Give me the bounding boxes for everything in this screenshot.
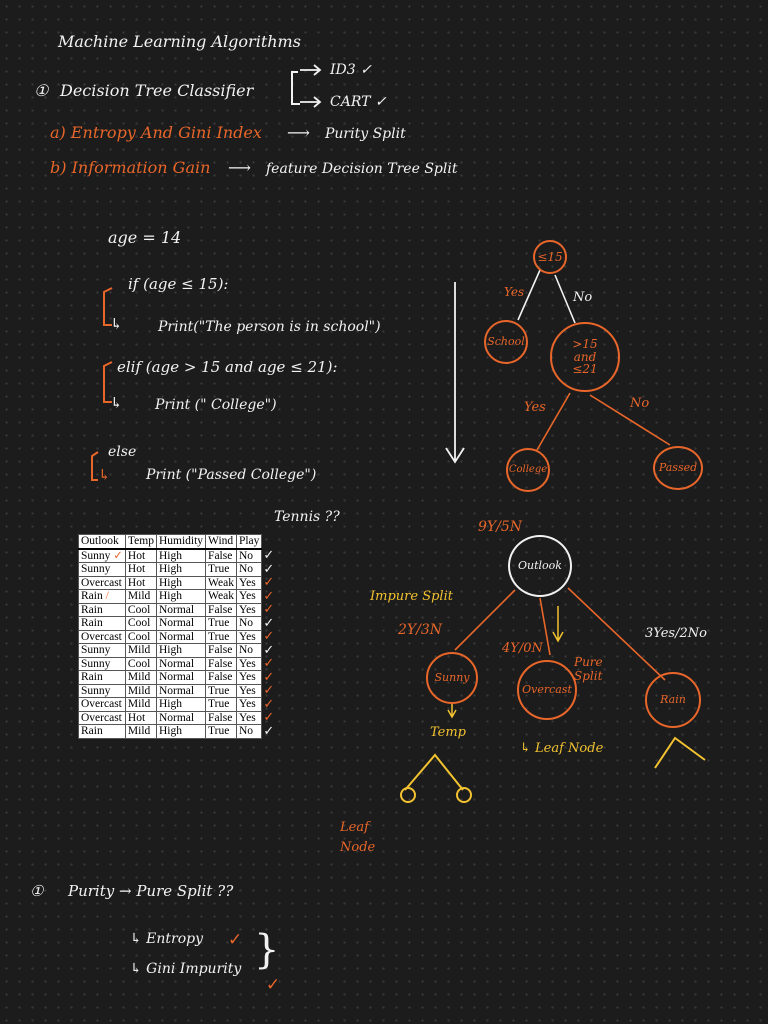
table-cell: Overcast — [79, 711, 126, 725]
pure-split-label: Pure Split — [574, 655, 603, 684]
table-cell: Yes — [236, 711, 261, 725]
table-cell: Yes — [236, 684, 261, 698]
sunny-node — [426, 652, 478, 704]
tree1-passed-node — [653, 446, 703, 490]
table-row — [79, 725, 262, 739]
play-check-icon: ✓ — [263, 696, 275, 712]
play-check-icon: ✓ — [263, 642, 275, 658]
table-cell: Yes — [236, 590, 261, 604]
table-cell — [79, 549, 126, 563]
item-b-result: feature Decision Tree Split — [266, 161, 458, 177]
cell-text: Rain — [81, 590, 103, 602]
check-icon: ✓ — [110, 549, 123, 562]
table-row — [79, 603, 262, 617]
branch-id3: ID3 ✓ — [330, 62, 372, 78]
tree1-school-node — [484, 320, 528, 364]
sunny-label: Sunny — [434, 671, 470, 685]
gini-check-icon: ✓ — [266, 975, 281, 995]
item-a-arrow: ⟶ — [287, 123, 310, 142]
table-cell: Yes — [236, 630, 261, 644]
bottom-purity: Purity → Pure Split ?? — [68, 882, 234, 900]
table-cell: Normal — [156, 630, 205, 644]
table-cell: Overcast — [79, 576, 126, 590]
tree1-school-label: School — [487, 335, 525, 349]
table-cell: True — [206, 617, 237, 631]
play-check-icon: ✓ — [263, 656, 275, 671]
table-cell: Sunny — [79, 684, 126, 698]
tree1-yes-label: Yes — [504, 285, 525, 299]
section-heading: Decision Tree Classifier — [60, 81, 254, 100]
bottom-gini: ↳ Gini Impurity — [130, 961, 242, 977]
table-cell: Yes — [236, 603, 261, 617]
play-tennis-table — [78, 534, 262, 739]
table-row — [79, 590, 262, 604]
table-cell: Cool — [125, 657, 156, 671]
table-cell: Cool — [125, 630, 156, 644]
table-cell: Hot — [125, 711, 156, 725]
play-check-icon: ✓ — [263, 602, 275, 617]
root-count-label: 9Y/5N — [478, 519, 523, 535]
bottom-number: ① — [30, 882, 44, 900]
bottom-entropy: ↳ Entropy — [130, 931, 204, 947]
table-cell: True — [206, 725, 237, 739]
table-cell: Mild — [125, 590, 156, 604]
play-check-icon: ✓ — [263, 669, 275, 685]
table-cell: False — [206, 671, 237, 685]
table-cell: True — [206, 684, 237, 698]
table-cell: False — [206, 644, 237, 658]
table-row — [79, 698, 262, 712]
tree1-mid-node — [550, 322, 620, 392]
table-cell: False — [206, 711, 237, 725]
rain-node — [645, 672, 701, 728]
outlook-node — [508, 535, 572, 597]
impure-split-label: Impure Split — [370, 589, 453, 604]
table-cell: Normal — [156, 711, 205, 725]
entropy-check-icon: ✓ — [228, 930, 243, 950]
table-cell: Sunny — [79, 644, 126, 658]
overcast-leaf-label: ↳ Leaf Node — [520, 741, 604, 756]
table-cell: Rain — [79, 671, 126, 685]
table-cell: Normal — [156, 684, 205, 698]
item-a-result: Purity Split — [325, 126, 406, 142]
bottom-brace: } — [254, 927, 280, 973]
rain-label: Rain — [660, 693, 686, 707]
code-else-arrow: ↳ — [98, 466, 111, 484]
table-cell: High — [156, 576, 205, 590]
play-check-icon: ✓ — [263, 615, 275, 631]
tree1-root-node — [533, 240, 567, 274]
play-check-icon: ✓ — [263, 561, 275, 577]
table-row — [79, 630, 262, 644]
tree1-mid-label: >15 and ≤21 — [572, 337, 598, 377]
table-cell: False — [206, 603, 237, 617]
table-cell: High — [156, 563, 205, 577]
table-row — [79, 671, 262, 685]
table-cell: Sunny — [79, 657, 126, 671]
code-elif-arrow: ↳ — [110, 394, 123, 412]
item-b-arrow: ⟶ — [228, 158, 251, 177]
tree1-college-node — [506, 448, 550, 492]
code-elif: elif (age > 15 and age ≤ 21): — [117, 358, 338, 376]
code-age: age = 14 — [108, 228, 182, 247]
tick-mark-icon: / — [102, 590, 109, 602]
table-cell: Sunny — [79, 563, 126, 577]
table-cell: Normal — [156, 617, 205, 631]
table-cell: No — [236, 644, 261, 658]
col-humidity: Humidity — [156, 535, 205, 549]
table-row — [79, 617, 262, 631]
table-cell: Weak — [206, 576, 237, 590]
outlook-label: Outlook — [518, 559, 562, 573]
play-check-icon: ✓ — [263, 588, 275, 604]
play-check-icon: ✓ — [263, 575, 275, 590]
cell-text: Sunny — [81, 549, 111, 562]
play-check-icon: ✓ — [263, 710, 275, 725]
code-if: if (age ≤ 15): — [128, 275, 229, 293]
col-temp: Temp — [125, 535, 156, 549]
play-check-icon: ✓ — [263, 683, 275, 698]
overcast-count-label: 4Y/0N — [502, 641, 543, 656]
section-number: ① — [34, 81, 49, 100]
code-elif-body: Print (" College") — [155, 397, 277, 413]
table-cell: Rain — [79, 725, 126, 739]
table-cell: Mild — [125, 698, 156, 712]
overcast-node — [517, 660, 577, 720]
table-cell: True — [206, 563, 237, 577]
branch-cart: CART ✓ — [330, 94, 387, 110]
tree1-passed-label: Passed — [658, 461, 698, 475]
item-b-label: b) Information Gain — [50, 158, 211, 177]
table-cell: Rain — [79, 617, 126, 631]
overcast-label: Overcast — [522, 683, 572, 697]
table-header-row — [79, 535, 262, 549]
table-cell: No — [236, 549, 261, 563]
table-cell: Hot — [125, 563, 156, 577]
play-check-icon: ✓ — [263, 723, 275, 739]
table-row — [79, 563, 262, 577]
sunny-count-label: 2Y/3N — [398, 622, 443, 638]
table-cell: Normal — [156, 657, 205, 671]
table-cell: Mild — [125, 725, 156, 739]
table-row — [79, 684, 262, 698]
leaf-node-label: Leaf Node — [340, 820, 376, 855]
rain-count-label: 3Yes/2No — [645, 626, 707, 641]
table-cell: Rain — [79, 603, 126, 617]
table-row — [79, 549, 262, 563]
table-row — [79, 657, 262, 671]
table-cell: Cool — [125, 617, 156, 631]
col-outlook: Outlook — [79, 535, 126, 549]
table-cell: Hot — [125, 549, 156, 563]
table-cell: Overcast — [79, 698, 126, 712]
code-if-body: Print("The person is in school") — [158, 319, 381, 335]
tree1-no2-label: No — [630, 396, 650, 411]
code-else-body: Print ("Passed College") — [146, 467, 317, 483]
table-cell: False — [206, 657, 237, 671]
item-a-label: a) Entropy And Gini Index — [50, 123, 262, 142]
tree1-root-label: ≤15 — [537, 249, 563, 264]
table-cell: Overcast — [79, 630, 126, 644]
table-row — [79, 644, 262, 658]
table-cell: No — [236, 563, 261, 577]
tree1-college-label: College — [508, 463, 548, 475]
table-cell: Yes — [236, 671, 261, 685]
table-cell: Yes — [236, 698, 261, 712]
table-cell: False — [206, 549, 237, 563]
col-wind: Wind — [206, 535, 237, 549]
code-if-arrow: ↳ — [110, 315, 123, 333]
table-cell: Hot — [125, 576, 156, 590]
tennis-label: Tennis ?? — [274, 509, 340, 525]
table-cell: Normal — [156, 603, 205, 617]
page-title: Machine Learning Algorithms — [58, 32, 301, 51]
table-cell: No — [236, 725, 261, 739]
col-play: Play — [236, 535, 261, 549]
play-check-icon: ✓ — [263, 629, 275, 644]
table-cell — [79, 590, 126, 604]
table-cell: Mild — [125, 644, 156, 658]
table-row — [79, 576, 262, 590]
play-check-icon: ✓ — [263, 547, 275, 563]
table-cell: High — [156, 644, 205, 658]
table-cell: Cool — [125, 603, 156, 617]
table-cell: High — [156, 590, 205, 604]
table-cell: High — [156, 698, 205, 712]
table-cell: Mild — [125, 671, 156, 685]
temp-label: Temp — [430, 725, 467, 740]
table-cell: Weak — [206, 590, 237, 604]
table-cell: High — [156, 725, 205, 739]
table-cell: Mild — [125, 684, 156, 698]
table-cell: True — [206, 698, 237, 712]
table-cell: High — [156, 549, 205, 563]
table-cell: Normal — [156, 671, 205, 685]
table-cell: Yes — [236, 657, 261, 671]
code-else: else — [108, 444, 137, 460]
table-row — [79, 711, 262, 725]
table-cell: Yes — [236, 576, 261, 590]
table-cell: True — [206, 630, 237, 644]
tree1-yes2-label: Yes — [524, 400, 546, 415]
tree1-no-label: No — [573, 290, 593, 305]
table-cell: No — [236, 617, 261, 631]
